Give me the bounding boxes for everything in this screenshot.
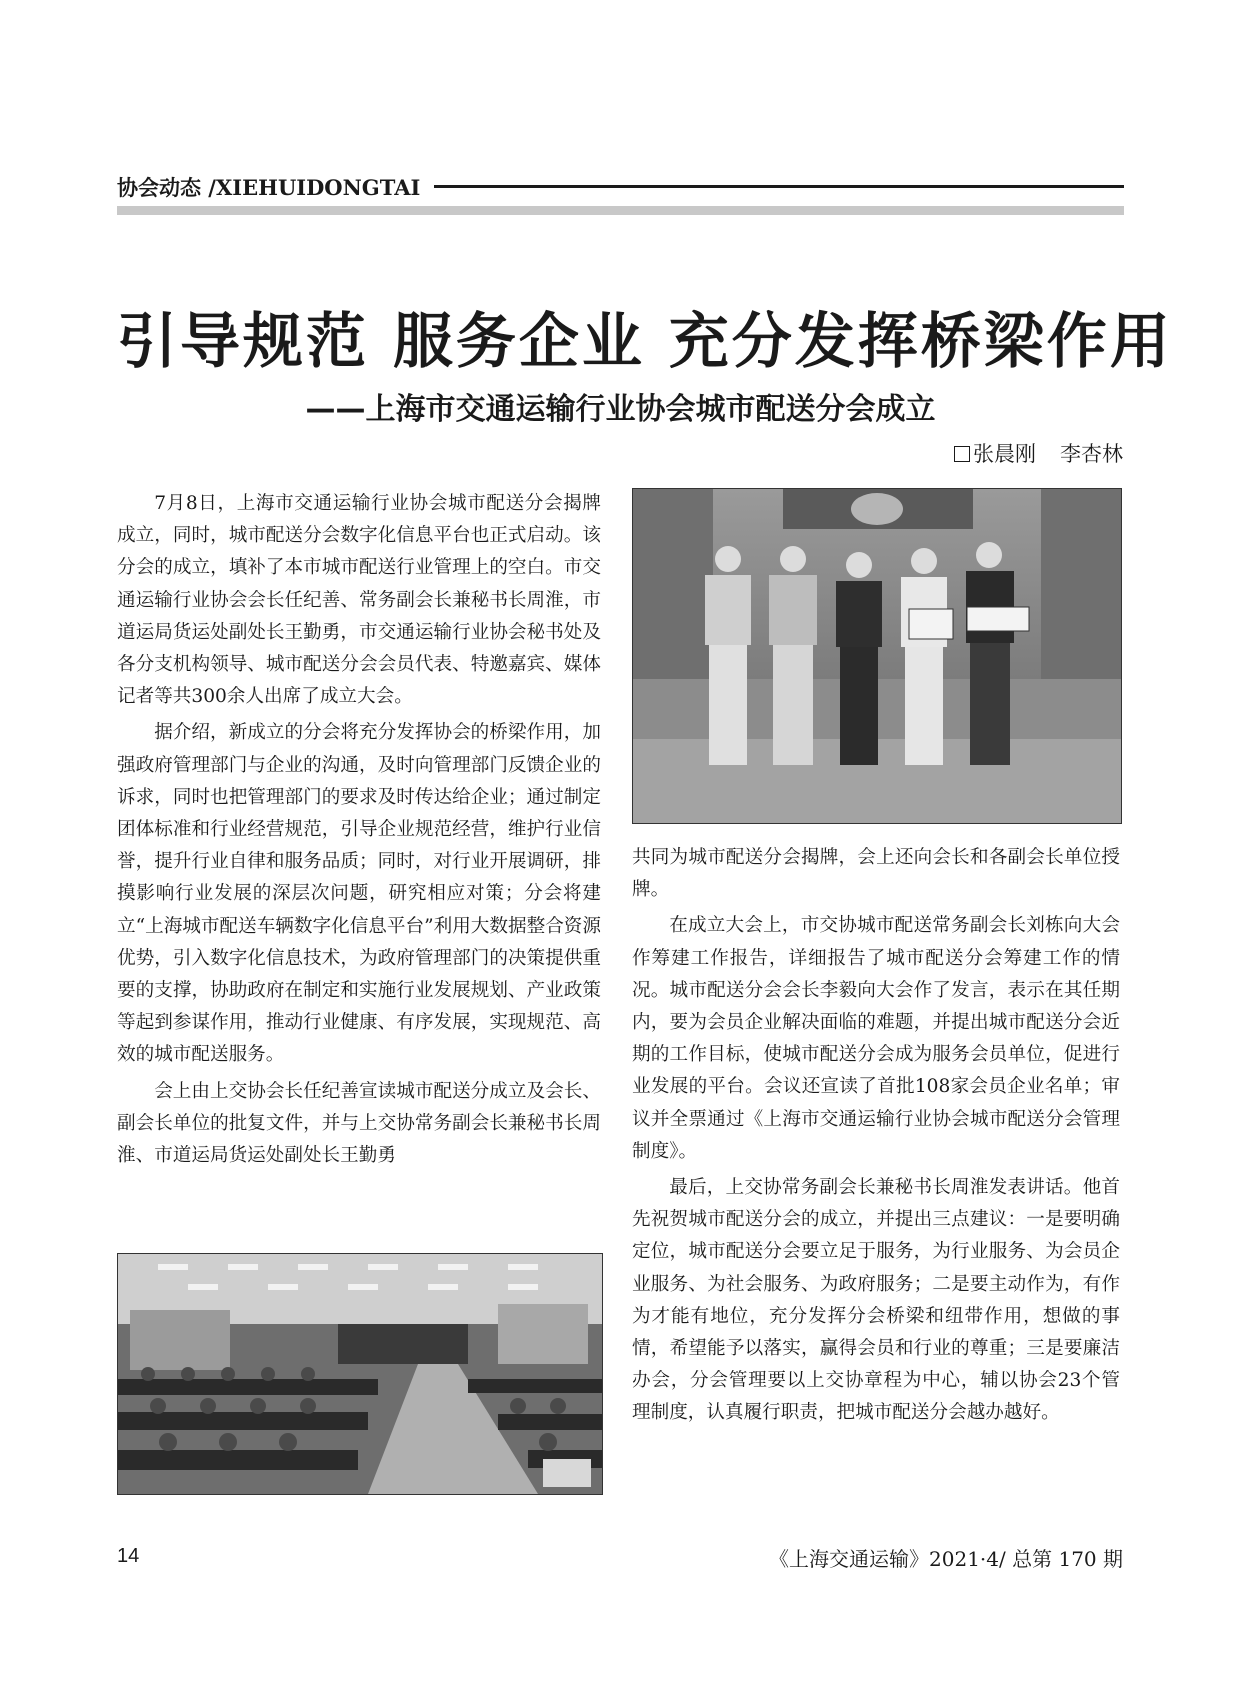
left-column (117, 488, 601, 1176)
article-paragraph: 7月8日，上海市交通运输行业协会城市配送分会揭牌成立，同时，城市配送分会数字化信息平台也正式启动。该分会的成立，填补了本市城市配送行业管理上的空白。市交通运输行业协会会长任纪善、常务副会长兼秘书长周淮，市道运局货运处副处长王勤勇，市交通运输行业协会秘书处及各分支机构领导、城市配送分会会员代表、特邀嘉宾、媒体记者等共300余人出席了成立大会。 (117, 493, 601, 708)
section-label: 协会动态 /XIEHUIDONGTAI (117, 172, 434, 202)
meeting-photo (117, 1253, 603, 1495)
group-photo-image (633, 489, 1121, 823)
author-name: 李杏林 (1060, 442, 1123, 466)
header-gray-bar (117, 206, 1124, 215)
byline (954, 438, 1123, 468)
article-paragraph: 会上由上交协会长任纪善宣读城市配送分成立及会长、副会长单位的批复文件，并与上交协常务副会长兼秘书长周淮、市道运局货运处副处长王勤勇 (117, 1080, 601, 1167)
journal-info: 《上海交通运输》2021·4/ 总第 170 期 (769, 1547, 1123, 1571)
article-paragraph: 最后，上交协常务副会长兼秘书长周淮发表讲话。他首先祝贺城市配送分会的成立，并提出三点建议：一是要明确定位，城市配送分会要立足于服务，为行业服务、为会员企业服务、为社会服务、为政府服务；二是要主动作为，有作为才能有地位，充分发挥分会桥梁和纽带作用，想做的事情，希望能予以落实，赢得会员和行业的尊重；三是要廉洁办会，分会管理要以上交协章程为中心，辅以协会23个管理制度，认真履行职责，把城市配送分会越办越好。 (632, 1177, 1120, 1424)
article-paragraph: 据介绍，新成立的分会将充分发挥协会的桥梁作用，加强政府管理部门与企业的沟通，及时向管理部门反馈企业的诉求，同时也把管理部门的要求及时传达给企业；通过制定团体标准和行业经营规范，引导企业规范经营，维护行业信誉，提升行业自律和服务品质；同时，对行业开展调研，排摸影响行业发展的深层次问题，研究相应对策；分会将建立“上海城市配送车辆数字化信息平台”利用大数据整合资源优势，引入数字化信息技术，为政府管理部门的决策提供重要的支撑，协助政府在制定和实施行业发展规划、产业政策等起到参谋作用，推动行业健康、有序发展，实现规范、高效的城市配送服务。 (117, 722, 601, 1066)
article-subtitle: ——上海市交通运输行业协会城市配送分会成立 (305, 392, 936, 427)
article-paragraph: 共同为城市配送分会揭牌，会上还向会长和各副会长单位授牌。 (632, 847, 1120, 901)
square-bullet-icon (954, 446, 970, 462)
article-title: 引导规范 服务企业 充分发挥桥梁作用 (117, 307, 1173, 377)
right-column (632, 842, 1120, 1434)
section-header (117, 172, 1124, 212)
page-number: 14 (117, 1545, 140, 1567)
group-photo (632, 488, 1122, 824)
meeting-photo-image (118, 1254, 602, 1494)
article-paragraph: 在成立大会上，市交协城市配送常务副会长刘栋向大会作筹建工作报告，详细报告了城市配送分会筹建工作的情况。城市配送分会会长李毅向大会作了发言，表示在其任期内，要为会员企业解决面临的难题，并提出城市配送分会近期的工作目标，使城市配送分会成为服务会员单位，促进行业发展的平台。会议还宣读了首批108家会员企业名单；审议并全票通过《上海市交通运输行业协会城市配送分会管理制度》。 (632, 915, 1120, 1162)
author-name: 张晨刚 (973, 442, 1036, 466)
